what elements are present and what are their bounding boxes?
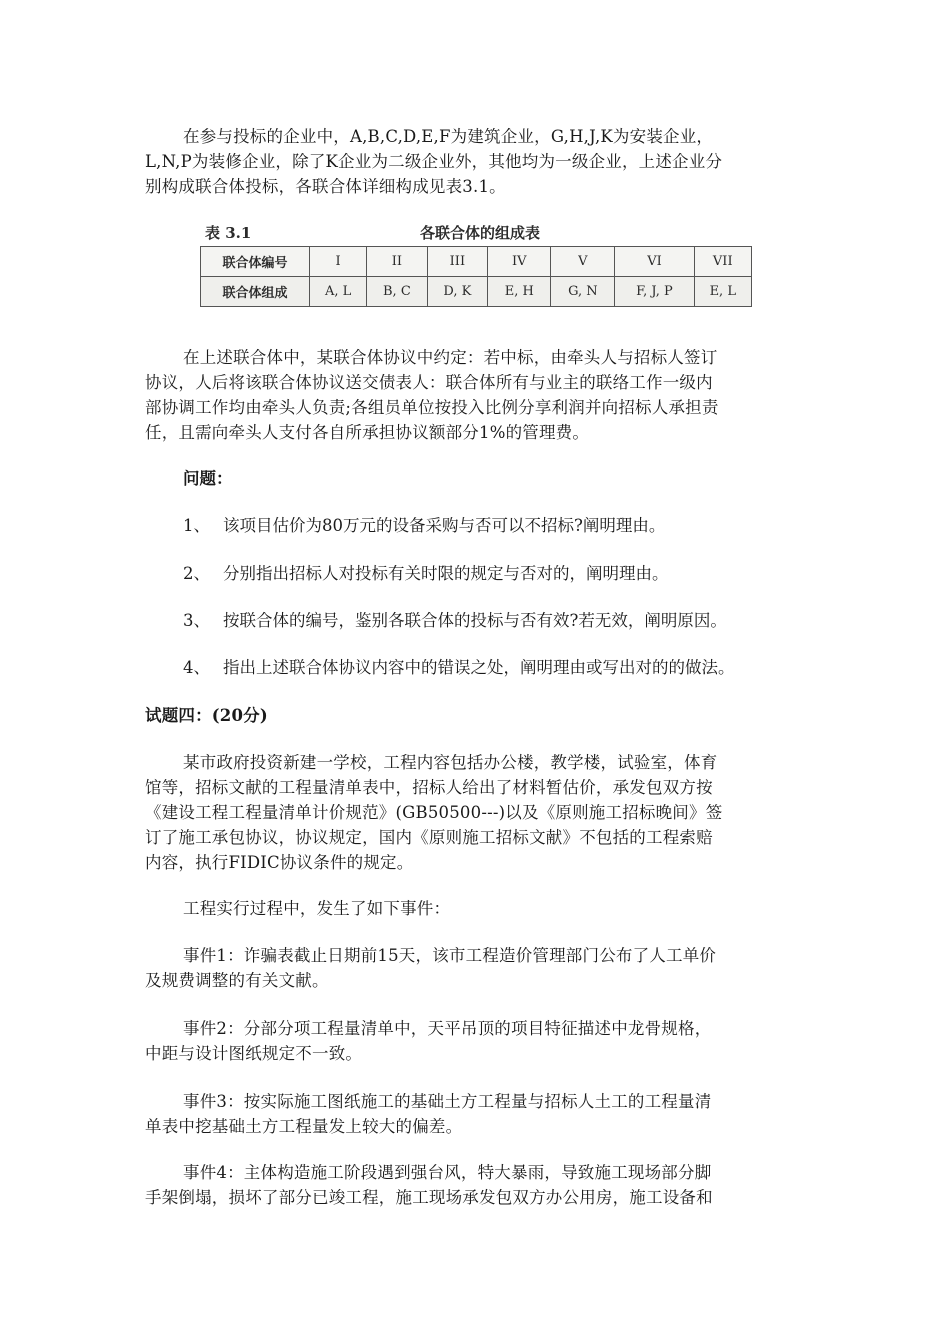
para-line: 事件2：分部分项工程量清单中，天平吊顶的项目特征描述中龙骨规格， [183, 1019, 712, 1038]
para-line: 订了施工承包协议，协议规定，国内《原则施工招标文献》不包括的工程索赔 [145, 828, 713, 847]
agreement-paragraph [145, 345, 817, 445]
question-number: 2、 [183, 564, 210, 583]
table-cell: V [551, 247, 615, 277]
intro-paragraph [145, 124, 817, 199]
agreement-line-2: 协议，人后将该联合体协议送交债表人：联合体所有与业主的联络工作一级内 [145, 373, 713, 392]
para-line: 工程实行过程中，发生了如下事件： [183, 899, 451, 918]
question-item-1 [183, 513, 665, 538]
para-line: 某市政府投资新建一学校，工程内容包括办公楼，教学楼，试验室，体育 [183, 753, 718, 772]
para-line: 中距与设计图纸规定不一致。 [145, 1044, 363, 1063]
consortium-table-figure [200, 220, 752, 318]
question-item-4 [183, 655, 735, 680]
para-line: 单表中挖基础土方工程量发上较大的偏差。 [145, 1117, 463, 1136]
consortium-table [200, 246, 752, 307]
question-number: 4、 [183, 658, 210, 677]
event-2 [145, 1016, 817, 1066]
section4-paragraph-1 [145, 750, 817, 875]
table-row-ids [201, 247, 752, 277]
section4-paragraph-2 [145, 896, 817, 921]
para-line: 事件3：按实际施工图纸施工的基础土方工程量与招标人土工的工程量清 [183, 1092, 712, 1111]
intro-line-1: 在参与投标的企业中，A,B,C,D,E,F为建筑企业，G,H,J,K为安装企业， [183, 127, 714, 146]
table-cell: II [367, 247, 427, 277]
question-text: 按联合体的编号，鉴别各联合体的投标与否有效?若无效，阐明原因。 [223, 611, 727, 630]
question-number: 1、 [183, 516, 210, 535]
table-row-label: 联合体组成 [201, 277, 310, 307]
agreement-line-4: 任，且需向牵头人支付各自所承担协议额部分1%的管理费。 [145, 423, 590, 442]
table-cell: E, L [694, 277, 751, 307]
question-text: 该项目估价为80万元的设备采购与否可以不招标?阐明理由。 [223, 516, 666, 535]
event-3 [145, 1089, 817, 1139]
table-cell: VI [615, 247, 694, 277]
question-text: 指出上述联合体协议内容中的错误之处，阐明理由或写出对的的做法。 [223, 658, 735, 677]
table-cell: A, L [310, 277, 367, 307]
event-4 [145, 1160, 817, 1210]
table-cell: G, N [551, 277, 615, 307]
event-1 [145, 943, 817, 993]
question-text: 分别指出招标人对投标有关时限的规定与否对的，阐明理由。 [223, 564, 669, 583]
table-cell: F, J, P [615, 277, 694, 307]
intro-line-3: 别构成联合体投标，各联合体详细构成见表3.1。 [145, 177, 506, 196]
question-item-3 [183, 608, 727, 633]
question-number: 3、 [183, 611, 210, 630]
table-cell: E, H [488, 277, 551, 307]
table-cell: B, C [367, 277, 427, 307]
intro-line-2: L,N,P为装修企业，除了K企业为二级企业外，其他均为一级企业，上述企业分 [145, 152, 723, 171]
table-cell: I [310, 247, 367, 277]
section-heading: 试题四：(20分) [145, 706, 268, 725]
para-line: 内容，执行FIDIC协议条件的规定。 [145, 853, 414, 872]
table-row-members [201, 277, 752, 307]
table-cell: VII [694, 247, 751, 277]
para-line: 事件1：诈骗表截止日期前15天，该市工程造价管理部门公布了人工单价 [183, 946, 717, 965]
agreement-line-3: 部协调工作均由牵头人负责;各组员单位按投入比例分享利润并向招标人承担责 [145, 398, 719, 417]
table-cell: III [427, 247, 488, 277]
table-row-label: 联合体编号 [201, 247, 310, 277]
question-item-2 [183, 561, 669, 586]
table-cell: D, K [427, 277, 488, 307]
para-line: 手架倒塌，损坏了部分已竣工程，施工现场承发包双方办公用房，施工设备和 [145, 1188, 713, 1207]
questions-heading: 问题： [183, 469, 233, 488]
para-line: 《建设工程工程量清单计价规范》(GB50500---)以及《原则施工招标晚间》签 [145, 803, 723, 822]
agreement-line-1: 在上述联合体中，某联合体协议中约定：若中标，由牵头人与招标人签订 [183, 348, 718, 367]
para-line: 及规费调整的有关文献。 [145, 971, 329, 990]
table-cell: IV [488, 247, 551, 277]
table-title: 各联合体的组成表 [420, 224, 541, 242]
para-line: 馆等，招标文献的工程量清单表中，招标人给出了材料暂估价，承发包双方按 [145, 778, 713, 797]
table-caption: 表 3.1 [205, 224, 252, 242]
para-line: 事件4：主体构造施工阶段遇到强台风，特大暴雨，导致施工现场部分脚 [183, 1163, 712, 1182]
